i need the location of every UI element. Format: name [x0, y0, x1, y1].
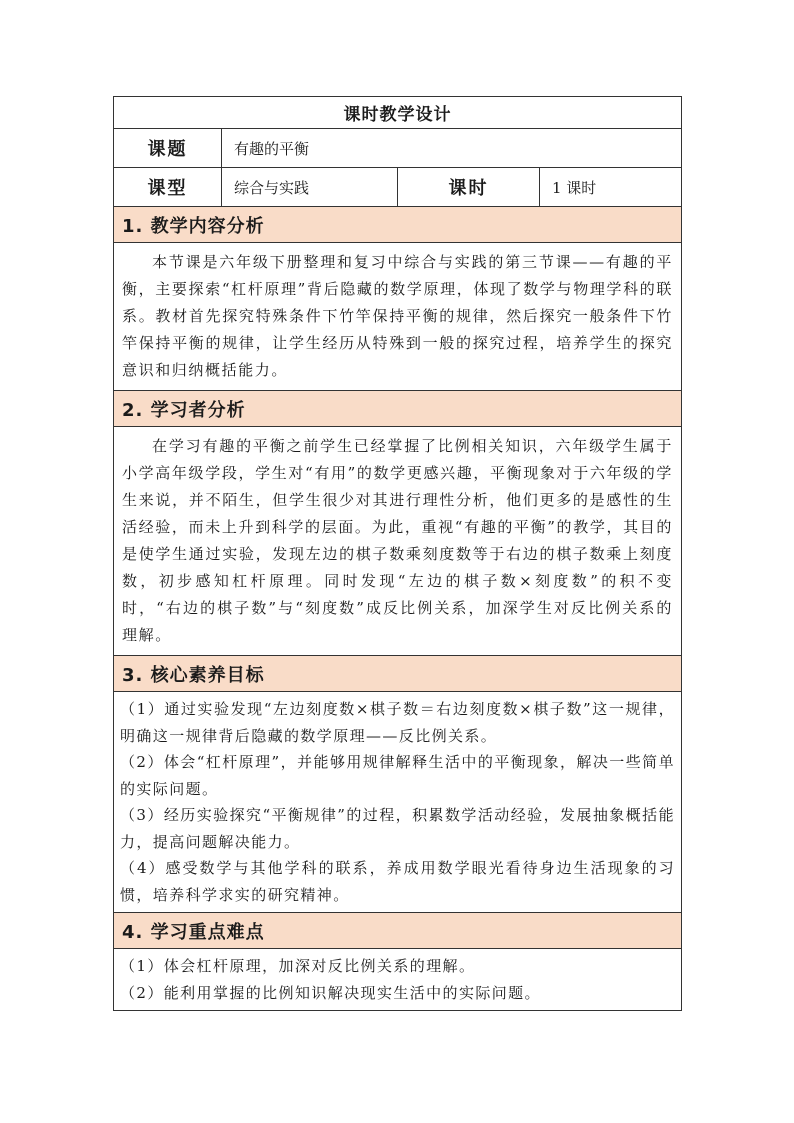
list-item: （2）体会“杠杆原理”，并能够用规律解释生活中的平衡现象，解决一些简单的实际问题。: [120, 753, 675, 798]
section-body-row: [114, 427, 682, 656]
list-item: （3）经历实验探究“平衡规律”的过程，积累数学活动经验，发展抽象概括能力，提高问题解决能力。: [120, 806, 675, 851]
topic-label: 课题: [114, 129, 222, 168]
section-body-core-goals: [114, 692, 682, 913]
type-row: [114, 168, 682, 207]
section-body-key-points: [114, 949, 682, 1011]
section-heading-content-analysis: 1. 教学内容分析: [114, 207, 682, 243]
section-heading-key-points: 4. 学习重点难点: [114, 913, 682, 949]
section-body-row: [114, 243, 682, 391]
section-body-learner-analysis: [114, 427, 682, 656]
section-heading-row: [114, 913, 682, 949]
lesson-design-sheet: [113, 96, 681, 1011]
hours-label: 课时: [398, 168, 540, 207]
paragraph: 本节课是六年级下册整理和复习中综合与实践的第三节课——有趣的平衡，主要探索“杠杆原理”背后隐藏的数学原理，体现了数学与物理学科的联系。教材首先探究特殊条件下竹竿保持平衡的规律，然后探究一般条件下竹竿保持平衡的规律，让学生经历从特殊到一般的探究过程，培养学生的探究意识和归纳概括能力。: [122, 253, 673, 379]
list-item: （1）体会杠杆原理，加深对反比例关系的理解。: [120, 957, 476, 975]
section-heading-row: [114, 207, 682, 243]
section-body-row: [114, 692, 682, 913]
title-row: [114, 97, 682, 129]
section-heading-core-goals: 3. 核心素养目标: [114, 656, 682, 692]
topic-row: [114, 129, 682, 168]
list-item: （2）能利用掌握的比例知识解决现实生活中的实际问题。: [120, 983, 541, 1002]
document-title: 课时教学设计: [114, 97, 682, 129]
list-item: （4）感受数学与其他学科的联系，养成用数学眼光看待身边生活现象的习惯，培养科学求实的研究精神。: [120, 859, 675, 904]
type-value: 综合与实践: [222, 168, 398, 207]
lesson-design-table: [113, 96, 682, 1011]
section-heading-learner-analysis: 2. 学习者分析: [114, 391, 682, 427]
paragraph: 在学习有趣的平衡之前学生已经掌握了比例相关知识，六年级学生属于小学高年级学段，学生对“有用”的数学更感兴趣，平衡现象对于六年级的学生来说，并不陌生，但学生很少对其进行理性分析，他们更多的是感性的生活经验，而未上升到科学的层面。为此，重视“有趣的平衡”的教学，其目的是使学生通过实验，发现左边的棋子数乘刻度数等于右边的棋子数乘上刻度数，初步感知杠杆原理。同时发现“左边的棋子数×刻度数”的积不变时，“右边的棋子数”与“刻度数”成反比例关系，加深学生对反比例关系的理解。: [122, 437, 673, 644]
section-heading-row: [114, 391, 682, 427]
hours-value: 1 课时: [540, 168, 682, 207]
type-label: 课型: [114, 168, 222, 207]
section-body-content-analysis: [114, 243, 682, 391]
section-heading-row: [114, 656, 682, 692]
topic-value: 有趣的平衡: [222, 129, 682, 168]
section-body-row: [114, 949, 682, 1011]
list-item: （1）通过实验发现“左边刻度数×棋子数＝右边刻度数×棋子数”这一规律，明确这一规律背后隐藏的数学原理——反比例关系。: [120, 700, 675, 745]
